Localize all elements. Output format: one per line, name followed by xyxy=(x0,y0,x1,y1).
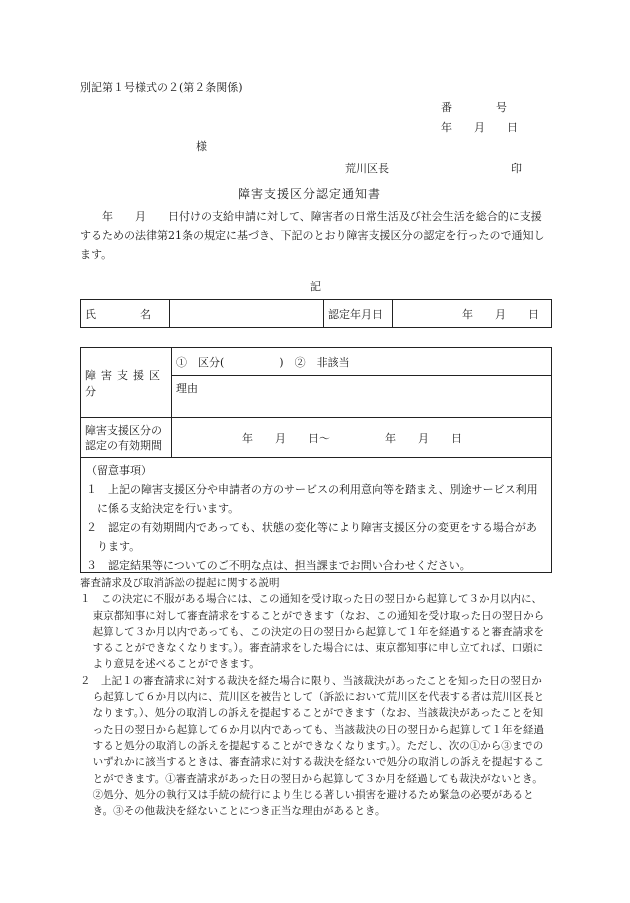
document-title: 障害支援区分認定通知書 xyxy=(238,187,382,201)
validity-period-label: 障害支援区分の 認定の有効期間 xyxy=(81,418,172,458)
category-table xyxy=(80,347,552,458)
category-label: 障害支援区分 xyxy=(81,348,172,418)
reason-field[interactable]: 理由 xyxy=(172,376,552,418)
notes-box xyxy=(80,457,552,573)
issue-date-label: 年 月 日 xyxy=(441,121,518,134)
note-item-1: １ 上記の障害支援区分や申請者の方のサービスの利用意向等を踏まえ、別途サービス利用に係る支給決定を行います。 xyxy=(86,483,538,515)
note-item-3: ３ 認定結果等についてのご不明な点は、担当課までお問い合わせください。 xyxy=(86,559,471,572)
validity-period-value[interactable]: 年 月 日～ 年 月 日 xyxy=(172,418,552,458)
certification-date-value[interactable]: 年 月 日 xyxy=(393,300,552,328)
note-item-2: ２ 認定の有効期間内であっても、状態の変化等により障害支援区分の変更をする場合があります。 xyxy=(86,521,537,553)
explanation-heading: 審査請求及び取消訴訟の提起に関する説明 xyxy=(80,577,280,589)
sender-name: 荒川区長 xyxy=(345,162,389,175)
intro-paragraph: 年 月 日付けの支給申請に対して、障害者の日常生活及び社会生活を総合的に支援するための法律第21条の規定に基づき、下記のとおり障害支援区分の認定を行ったので通知します。 xyxy=(80,210,545,261)
seal-mark: 印 xyxy=(511,162,522,175)
explanation-item-1: １ この決定に不服がある場合には、この通知を受け取った日の翌日から起算して３か月以内に、東京都知事に対して審査請求をすることができます（なお、この通知を受け取った日の翌日から起算して３か月以内であっても、この決定の日の翌日から起算して１年を経過すると審査請求をすることができなくなります。）。審査請求をした場合には、東京都知事に申し立てれば、口頭により意見を述べることができます。 xyxy=(80,593,545,671)
ki-marker: 記 xyxy=(310,280,321,293)
notes-heading: （留意事項） xyxy=(86,464,152,477)
name-label: 氏 名 xyxy=(81,300,170,328)
name-date-table xyxy=(80,299,552,328)
name-value[interactable] xyxy=(170,300,324,328)
category-options[interactable]: ① 区分( ) ② 非該当 xyxy=(172,348,552,376)
explanation-item-2: ２ 上記１の審査請求に対する裁決を経た場合に限り、当該裁決があったことを知った日の翌日から起算して６か月以内に、荒川区を被告として（訴訟において荒川区を代表する者は荒川区長となります。）、処分の取消しの訴えを提起することができます（なお、当該裁決があったことを知った日の翌日から起算して６か月以内であっても、当該裁決の日の翌日から起算して１年を経過すると処分の取消しの訴えを提起することができなくなります。）。ただし、次の①から③までのいずれかに該当するときは、審査請求に対する裁決を経ないで処分の取消しの訴えを提起することができます。①審査請求があった日の翌日から起算して３か月を経過しても裁決がないとき。②処分、処分の執行又は手続の続行により生じる著しい損害を避けるため緊急の必要があるとき。③その他裁決を経ないことにつき正当な理由があるとき。 xyxy=(80,674,545,818)
document-number-label: 番 号 xyxy=(441,101,507,114)
recipient-suffix: 様 xyxy=(196,140,207,153)
appeal-explanation xyxy=(80,575,552,819)
certification-date-label: 認定年月日 xyxy=(324,300,393,328)
form-number-label: 別記第１号様式の２(第２条関係) xyxy=(80,81,243,94)
